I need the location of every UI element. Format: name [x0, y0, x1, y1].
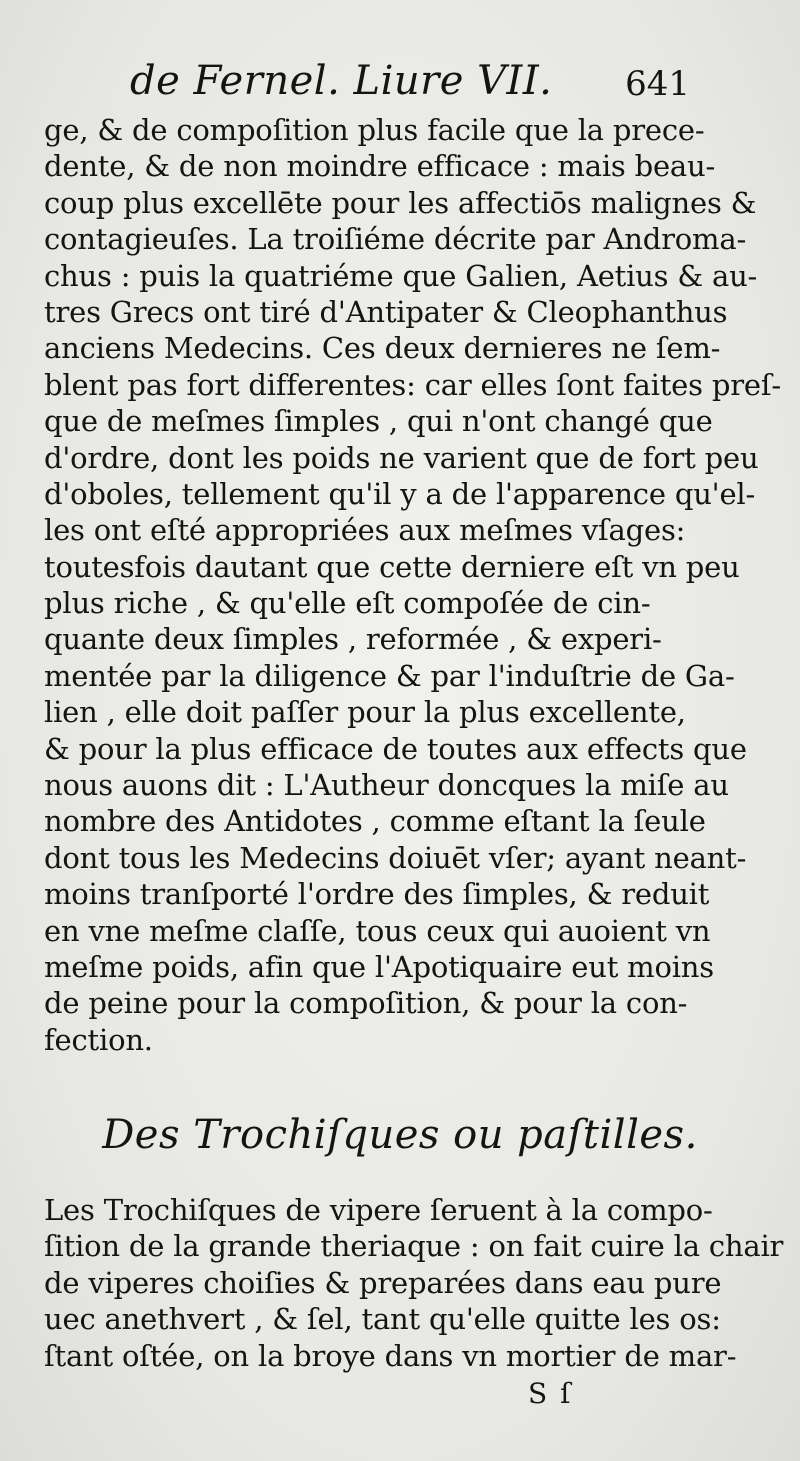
text-line: plus riche , & qu'elle eſt compoſée de cin- [44, 586, 651, 621]
signature-mark: S ſ [528, 1377, 573, 1410]
paragraph-2 [44, 1192, 784, 1374]
text-line: les ont eſté appropriées aux meſmes vſages: [44, 513, 686, 548]
text-line: tres Grecs ont tiré d'Antipater & Cleophanthus [44, 294, 728, 329]
section-heading: Des Trochiſques ou paſtilles. [102, 1112, 698, 1158]
text-line: que de meſmes ſimples , qui n'ont changé que [44, 404, 713, 439]
running-head [130, 58, 690, 108]
text-line: dente, & de non moindre efficace : mais beau- [44, 149, 716, 184]
text-line: contagieuſes. La troiſiéme décrite par Androma- [44, 222, 747, 257]
text-line: d'ordre, dont les poids ne varient que de fort peu [44, 440, 759, 475]
text-line: quante deux ſimples , reformée , & experi- [44, 622, 662, 657]
text-line: nous auons dit : L'Autheur doncques la miſe au [44, 768, 729, 803]
text-line: meſme poids, afin que l'Apotiquaire eut moins [44, 949, 714, 984]
text-line: mentée par la diligence & par l'induſtrie de Ga- [44, 658, 735, 693]
text-line: anciens Medecins. Ces deux dernieres ne ſem- [44, 331, 721, 366]
text-line: fection. [44, 1022, 153, 1057]
page-number: 641 [625, 64, 690, 104]
text-line: & pour la plus efficace de toutes aux effects que [44, 731, 747, 766]
text-line: nombre des Antidotes , comme eſtant la ſeule [44, 804, 706, 839]
text-line: de viperes choiſies & preparées dans eau pure [44, 1265, 722, 1300]
text-line: en vne meſme claſſe, tous ceux qui auoient vn [44, 913, 711, 948]
text-line: ge, & de compoſition plus facile que la prece- [44, 113, 705, 147]
text-line: dont tous les Medecins doiuēt vſer; ayant neant- [44, 840, 747, 875]
text-line: de peine pour la compoſition, & pour la con- [44, 986, 688, 1021]
text-line: lien , elle doit paſſer pour la plus excellente, [44, 695, 686, 730]
running-head-title: de Fernel. Liure VII. [130, 58, 553, 104]
text-line: ſition de la grande theriaque : on fait cuire la chair [44, 1229, 784, 1264]
text-line: chus : puis la quatriéme que Galien, Aetius & au- [44, 258, 758, 293]
text-line: d'oboles, tellement qu'il y a de l'apparence qu'el- [44, 476, 756, 511]
text-line: ſtant oſtée, on la broye dans vn mortier de mar- [44, 1338, 737, 1373]
text-line: coup plus excellēte pour les affectiōs malignes & [44, 185, 757, 220]
paragraph-1 [44, 112, 781, 1058]
text-line: blent pas fort differentes: car elles ſont faites preſ- [44, 367, 781, 402]
text-line: toutesfois dautant que cette derniere eſt vn peu [44, 549, 740, 584]
text-line: Les Trochiſques de vipere ſeruent à la compo- [44, 1193, 713, 1227]
text-line: uec anethvert , & ſel, tant qu'elle quitte les os: [44, 1302, 721, 1337]
text-line: moins tranſporté l'ordre des ſimples, & reduit [44, 877, 710, 912]
